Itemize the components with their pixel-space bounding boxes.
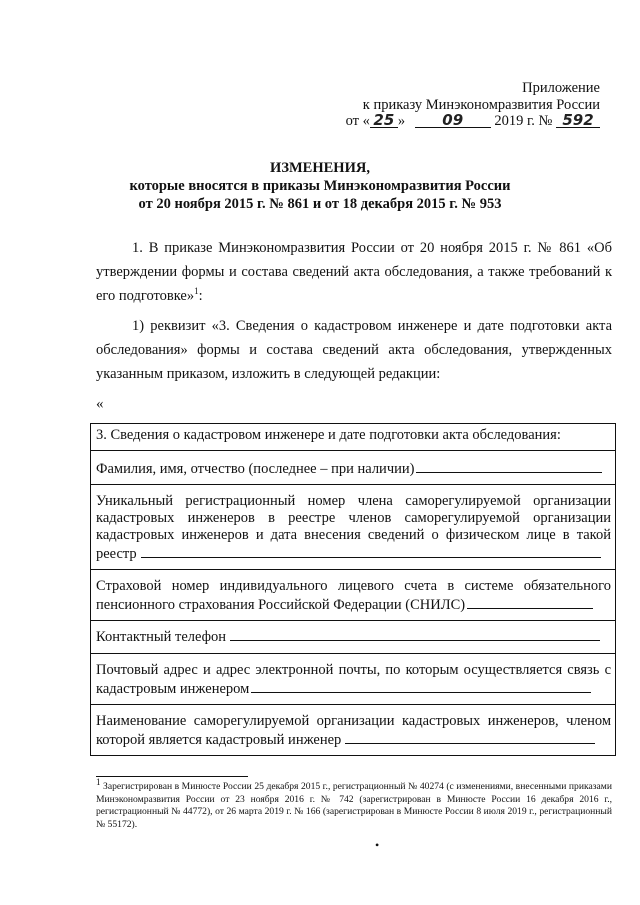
page-mark: • bbox=[375, 838, 380, 852]
document-subtitle-2: от 20 ноября 2015 г. № 861 и от 18 декабря 2015 г. № 953 bbox=[138, 196, 502, 212]
table-row-phone bbox=[91, 621, 615, 654]
footnote-divider bbox=[96, 776, 248, 777]
handwritten-order-number: 592 bbox=[556, 113, 600, 128]
table-header-text: 3. Сведения о кадастровом инженере и дате подготовки акта обследования: bbox=[96, 427, 561, 443]
footnote-ref: 1 bbox=[194, 286, 199, 297]
table-row-header bbox=[91, 424, 615, 451]
field-label-snils: Страховой номер индивидуального лицевого счета в системе обязательного пенсионного страхования Российской Федерации (СНИЛС) bbox=[96, 578, 611, 613]
field-blank-full-name bbox=[416, 459, 602, 473]
table-row-address bbox=[91, 654, 615, 705]
year-number-label: 2019 г. № bbox=[494, 113, 553, 129]
paragraph-1-text: 1. В приказе Минэкономразвития России от 20 ноября 2015 г. № 861 «Об утверждении формы и состава сведений акта обследования, а также требований к его подготовке» bbox=[96, 240, 612, 304]
field-label-full-name: Фамилия, имя, отчество (последнее – при наличии) bbox=[96, 461, 415, 477]
quote-open: « bbox=[96, 396, 104, 412]
footnote-mark: 1 bbox=[96, 776, 101, 787]
appendix-order-ref: к приказу Минэкономразвития России bbox=[362, 97, 600, 113]
field-label-sro: Наименование саморегулируемой организации кадастровых инженеров, членом которой является кадастровый инженер bbox=[96, 713, 611, 748]
field-label-registry: Уникальный регистрационный номер члена саморегулируемой организации кадастровых инженеров в реестре членов саморегулируемой организации кадастровых инженеров и дата внесения сведений о физическом лице в такой реестр bbox=[96, 493, 611, 562]
field-label-phone: Контактный телефон bbox=[96, 629, 227, 645]
table-row-snils bbox=[91, 570, 615, 621]
paragraph-1 bbox=[96, 236, 612, 308]
appendix-label: Приложение bbox=[522, 80, 600, 96]
table-row-sro bbox=[91, 705, 615, 755]
field-blank-phone bbox=[230, 627, 600, 641]
handwritten-day: 25 bbox=[370, 113, 398, 128]
date-prefix: от « bbox=[345, 113, 370, 129]
handwritten-month: 09 bbox=[415, 113, 491, 128]
table-row-registry bbox=[91, 485, 615, 570]
field-label-address: Почтовый адрес и адрес электронной почты, по которым осуществляется связь с кадастровым инженером bbox=[96, 662, 611, 697]
paragraph-2: 1) реквизит «3. Сведения о кадастровом инженере и дате подготовки акта обследования» формы и состава сведений акта обследования, утвержденных указанным приказом, изложить в следующей редакции: bbox=[96, 318, 612, 382]
form-table bbox=[90, 423, 616, 756]
field-blank-registry bbox=[141, 544, 601, 558]
footnote-text: Зарегистрирован в Минюсте России 25 декабря 2015 г., регистрационный № 40274 (с изменениями, внесенными приказами Минэкономразвития России от 23 ноября 2016 г. № 742 (зарегистрирован в Минюсте России 16 декабря 2016 г., регистрационный № 44772), от 26 марта 2019 г. № 166 (зарегистрирован в Минюсте России 8 июля 2019 г., регистрационный № 55172). bbox=[96, 781, 612, 830]
table-row-name bbox=[91, 451, 615, 485]
footnote bbox=[96, 776, 612, 831]
paragraph-1-tail: : bbox=[198, 288, 203, 304]
appendix-date-line bbox=[0, 113, 600, 130]
field-blank-snils bbox=[467, 595, 593, 609]
field-blank-sro bbox=[345, 730, 595, 744]
document-title: ИЗМЕНЕНИЯ, bbox=[270, 160, 370, 176]
document-subtitle-1: которые вносятся в приказы Минэкономразвития России bbox=[129, 178, 511, 194]
date-quote-close: » bbox=[397, 113, 406, 129]
field-blank-address bbox=[251, 679, 591, 693]
